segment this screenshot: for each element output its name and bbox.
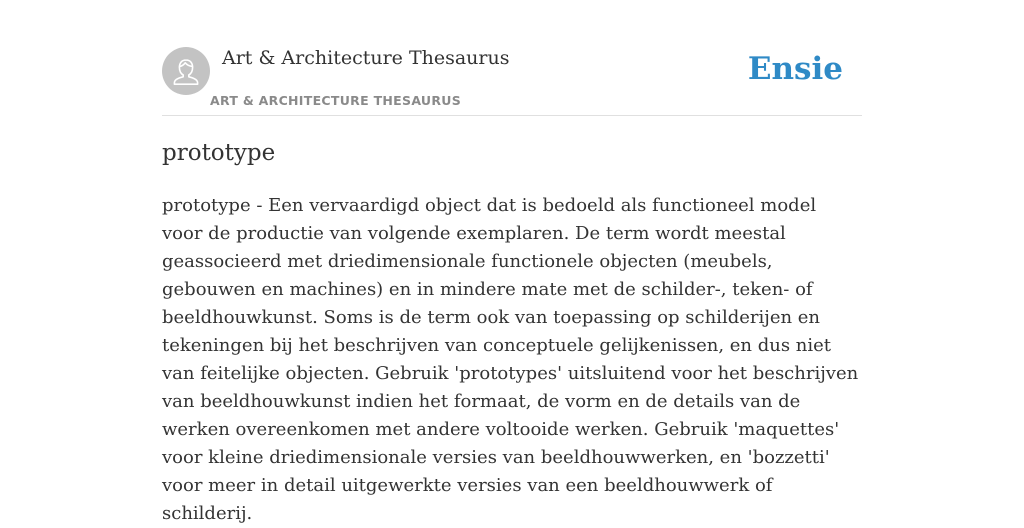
header-divider	[162, 115, 862, 116]
ensie-logo[interactable]: Ensie	[747, 51, 843, 87]
entry-definition: prototype - Een vervaardigd object dat is bedoeld als functioneel model voor de productie van volgende exemplaren. De term wordt meestal geassocieerd met driedimensionale functionele objecten (meubels, gebouwen en machines) en in mindere mate met de schilder-, teken- of beeldhouwkunst. Soms is de term ook van toepassing op schilderijen en tekeningen bij het beschrijven van conceptuele gelijkenissen, en dus niet van feitelijke objecten. Gebruik 'prototypes' uitsluitend voor het beschrijven van beeldhouwkunst indien het formaat, de vorm en de details van de werken overeenkomen met andere voltooide werken. Gebruik 'maquettes' voor kleine driedimensionale versies van beeldhouwwerken, en 'bozzetti' voor meer in detail uitgewerkte versies van een beeldhouwwerk of schilderij.	[162, 195, 859, 524]
source-avatar[interactable]	[162, 47, 210, 95]
source-header	[162, 46, 862, 116]
source-name-link[interactable]: Art & Architecture Thesaurus	[222, 47, 510, 69]
entry-term-title: prototype	[162, 140, 276, 166]
user-silhouette-icon	[162, 47, 210, 95]
source-category-tag[interactable]: ART & ARCHITECTURE THESAURUS	[210, 93, 462, 108]
